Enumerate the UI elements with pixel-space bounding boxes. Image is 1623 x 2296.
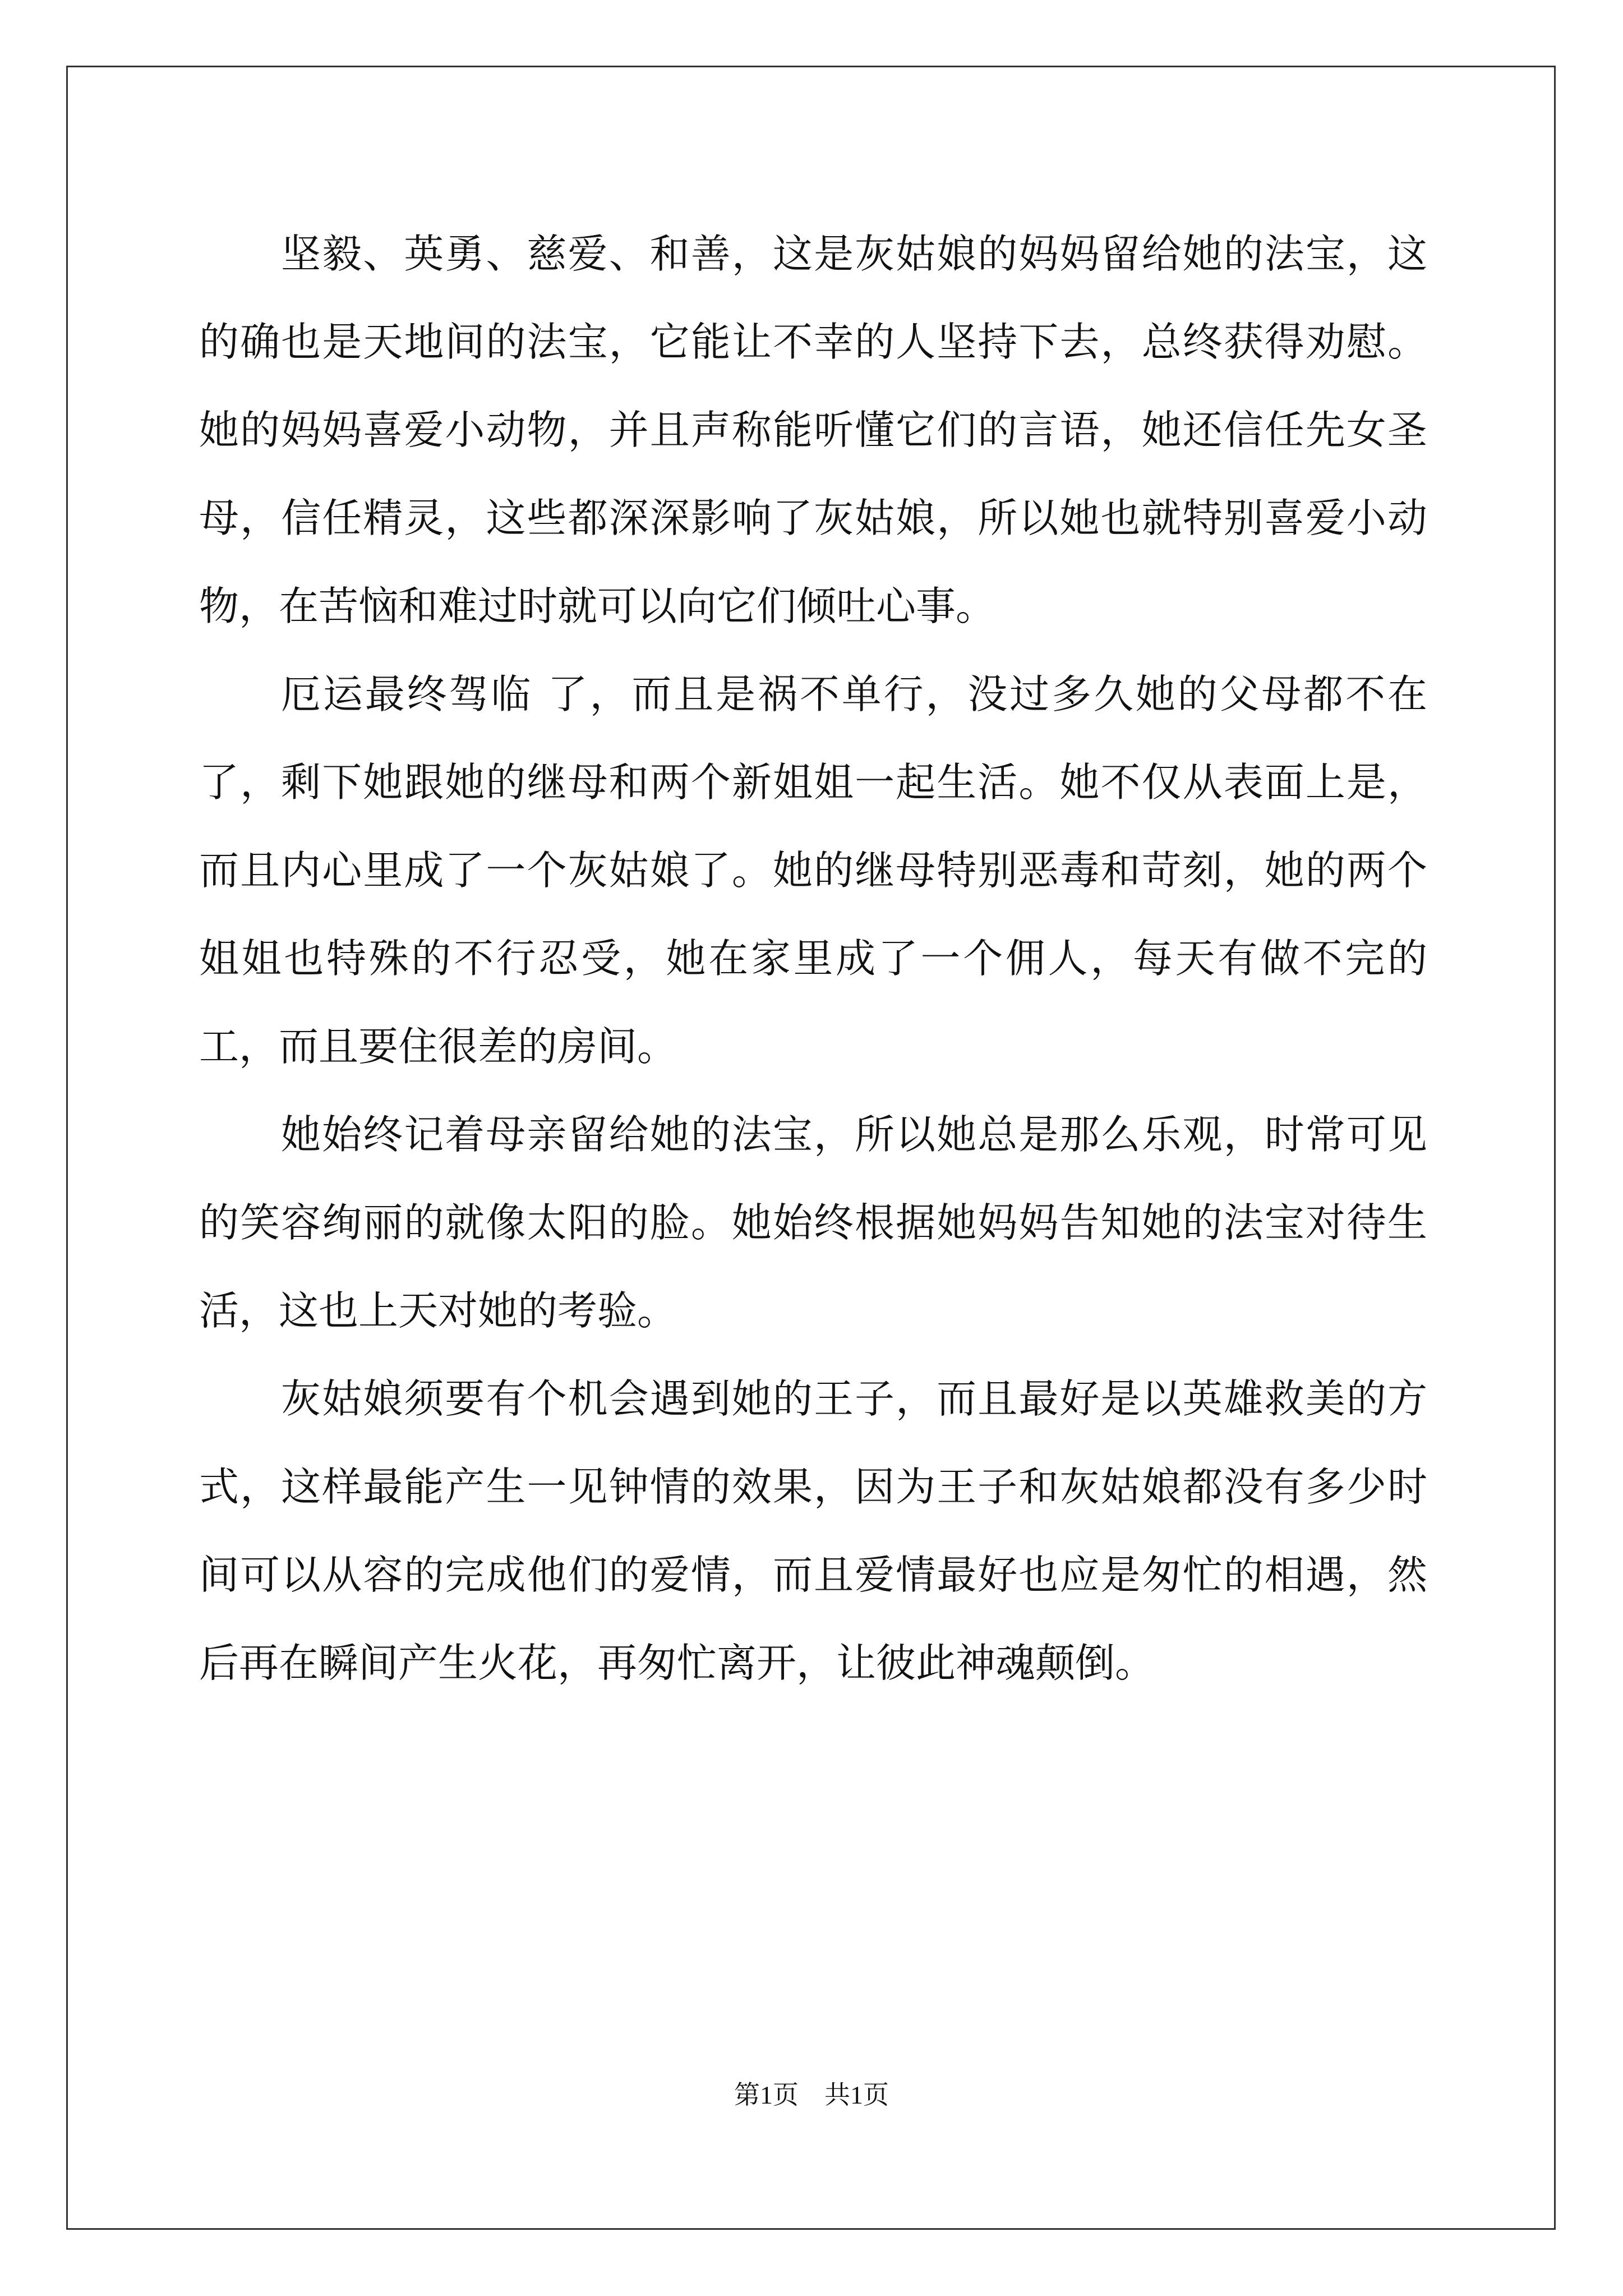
paragraph: 她始终记着母亲留给她的法宝，所以她总是那么乐观，时常可见的笑容绚丽的就像太阳的脸。她始终根据她妈妈告知她的法宝对待生活，这也上天对她的考验。	[199, 1111, 1427, 1334]
paragraph: 灰姑娘须要有个机会遇到她的王子，而且最好是以英雄救美的方式，这样最能产生一见钟情的效果，因为王子和灰姑娘都没有多少时间可以从容的完成他们的爱情，而且爱情最好也应是匆忙的相遇，然后再在瞬间产生火花，再匆忙离开，让彼此神魂颠倒。	[199, 1375, 1427, 1686]
paragraph: 厄运最终驾临 了，而且是祸不单行，没过多久她的父母都不在了，剩下她跟她的继母和两个新姐姐一起生活。她不仅从表面上是，而且内心里成了一个灰姑娘了。她的继母特别恶毒和苛刻，她的两个姐姐也特殊的不行忍受，她在家里成了一个佣人，每天有做不完的工，而且要住很差的房间。	[199, 671, 1427, 1070]
paragraph: 坚毅、英勇、慈爱、和善，这是灰姑娘的妈妈留给她的法宝，这的确也是天地间的法宝，它能让不幸的人坚持下去，总终获得劝慰。她的妈妈喜爱小动物，并且声称能听懂它们的言语，她还信任先女圣母，信任精灵，这些都深深影响了灰姑娘，所以她也就特别喜爱小动物，在苦恼和难过时就可以向它们倾吐心事。	[199, 231, 1427, 629]
document-body	[199, 210, 1427, 1707]
page-number-footer: 第1页 共1页	[734, 2081, 889, 2109]
